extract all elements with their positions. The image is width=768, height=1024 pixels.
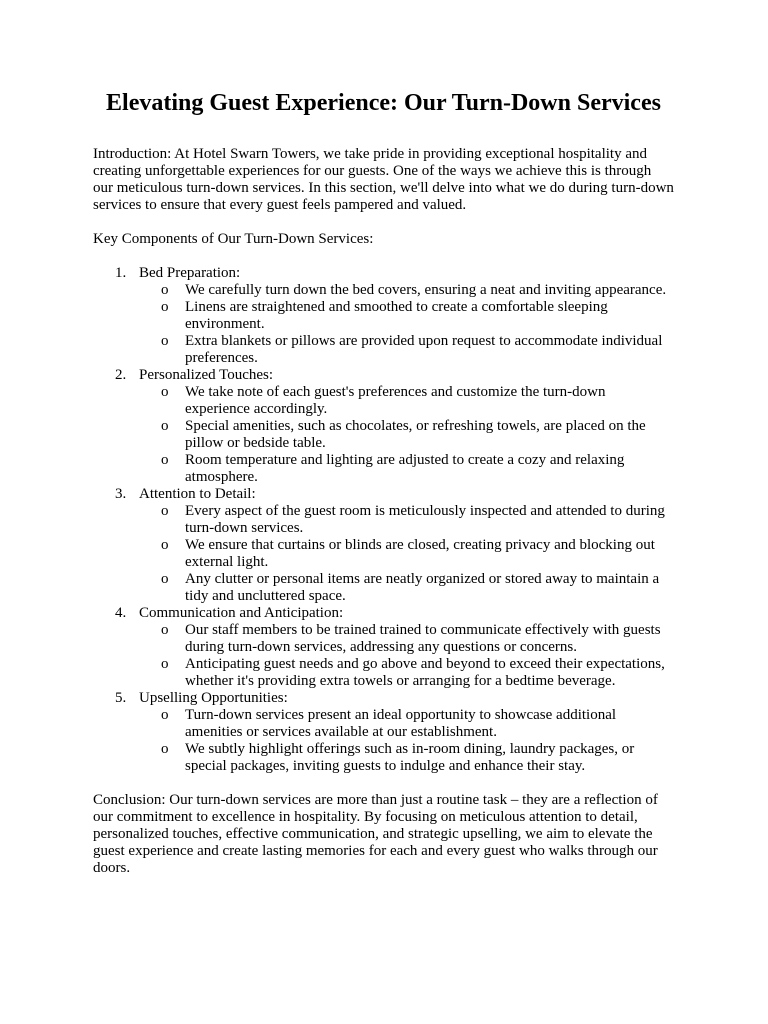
section-label: Bed Preparation:	[139, 265, 241, 281]
section-sub-list	[93, 282, 674, 367]
bullet-marker: o	[161, 537, 169, 553]
section-item	[93, 367, 674, 486]
bullet-marker: o	[161, 622, 169, 638]
bullet-marker: o	[161, 741, 169, 757]
sub-item	[93, 299, 674, 333]
sub-item	[93, 656, 674, 690]
section-item	[93, 605, 674, 690]
section-label: Attention to Detail:	[139, 486, 256, 502]
sub-item	[93, 622, 674, 656]
sub-item-text: We carefully turn down the bed covers, ensuring a neat and inviting appearance.	[185, 282, 667, 298]
sub-item-text: Turn-down services present an ideal opportunity to showcase additional amenities or services available at our establishment.	[185, 707, 617, 740]
section-item	[93, 690, 674, 775]
sub-item-text: Linens are straightened and smoothed to create a comfortable sleeping environment.	[185, 299, 608, 332]
sub-item	[93, 537, 674, 571]
sub-item	[93, 333, 674, 367]
bullet-marker: o	[161, 707, 169, 723]
sub-item	[93, 282, 674, 299]
sub-item	[93, 741, 674, 775]
section-sub-list	[93, 384, 674, 486]
sub-item-text: Special amenities, such as chocolates, or refreshing towels, are placed on the pillow or bedside table.	[185, 418, 646, 451]
bullet-marker: o	[161, 418, 169, 434]
bullet-marker: o	[161, 333, 169, 349]
bullet-marker: o	[161, 571, 169, 587]
section-number: 5.	[115, 690, 127, 706]
sub-item-text: We subtly highlight offerings such as in-room dining, laundry packages, or special packages, inviting guests to indulge and enhance their stay.	[185, 741, 635, 774]
section-sub-list	[93, 707, 674, 775]
document-title: Elevating Guest Experience: Our Turn-Down Services	[106, 90, 661, 116]
section-label: Communication and Anticipation:	[139, 605, 344, 621]
sub-item-text: Extra blankets or pillows are provided upon request to accommodate individual preferences.	[185, 333, 663, 366]
sub-item-text: Room temperature and lighting are adjusted to create a cozy and relaxing atmosphere.	[185, 452, 625, 485]
section-item	[93, 486, 674, 605]
sub-item-text: Every aspect of the guest room is meticulously inspected and attended to during turn-down services.	[185, 503, 665, 536]
section-sub-list	[93, 622, 674, 690]
sub-item	[93, 503, 674, 537]
bullet-marker: o	[161, 656, 169, 672]
bullet-marker: o	[161, 299, 169, 315]
section-number: 1.	[115, 265, 127, 281]
sub-item-text: Our staff members to be trained trained to communicate effectively with guests during turn-down services, addressing any questions or concerns.	[185, 622, 661, 655]
section-label: Upselling Opportunities:	[139, 690, 288, 706]
sub-item-text: We take note of each guest's preferences and customize the turn-down experience accordingly.	[185, 384, 606, 417]
sub-item-text: Any clutter or personal items are neatly organized or stored away to maintain a tidy and uncluttered space.	[185, 571, 660, 604]
sub-item	[93, 452, 674, 486]
sub-item	[93, 418, 674, 452]
sub-item-text: We ensure that curtains or blinds are closed, creating privacy and blocking out external light.	[185, 537, 655, 570]
section-sub-list	[93, 503, 674, 605]
key-components-heading: Key Components of Our Turn-Down Services:	[93, 231, 374, 247]
components-list	[93, 265, 674, 775]
bullet-marker: o	[161, 503, 169, 519]
sub-item	[93, 707, 674, 741]
bullet-marker: o	[161, 384, 169, 400]
section-item	[93, 265, 674, 367]
sub-item-text: Anticipating guest needs and go above and beyond to exceed their expectations, whether it's providing extra towels or arranging for a bedtime beverage.	[185, 656, 665, 689]
bullet-marker: o	[161, 452, 169, 468]
bullet-marker: o	[161, 282, 169, 298]
section-number: 3.	[115, 486, 127, 502]
section-number: 4.	[115, 605, 127, 621]
conclusion-paragraph: Conclusion: Our turn-down services are more than just a routine task – they are a reflection of our commitment to excellence in hospitality. By focusing on meticulous attention to detail, personalized touches, effective communication, and strategic upselling, we aim to elevate the guest experience and create lasting memories for each and every guest who walks through our doors.	[93, 792, 658, 876]
section-label: Personalized Touches:	[139, 367, 274, 383]
sub-item	[93, 571, 674, 605]
sub-item	[93, 384, 674, 418]
section-number: 2.	[115, 367, 127, 383]
introduction-paragraph: Introduction: At Hotel Swarn Towers, we take pride in providing exceptional hospitality and creating unforgettable experiences for our guests. One of the ways we achieve this is through our meticulous turn-down services. In this section, we'll delve into what we do during turn-down services to ensure that every guest feels pampered and valued.	[93, 146, 674, 213]
